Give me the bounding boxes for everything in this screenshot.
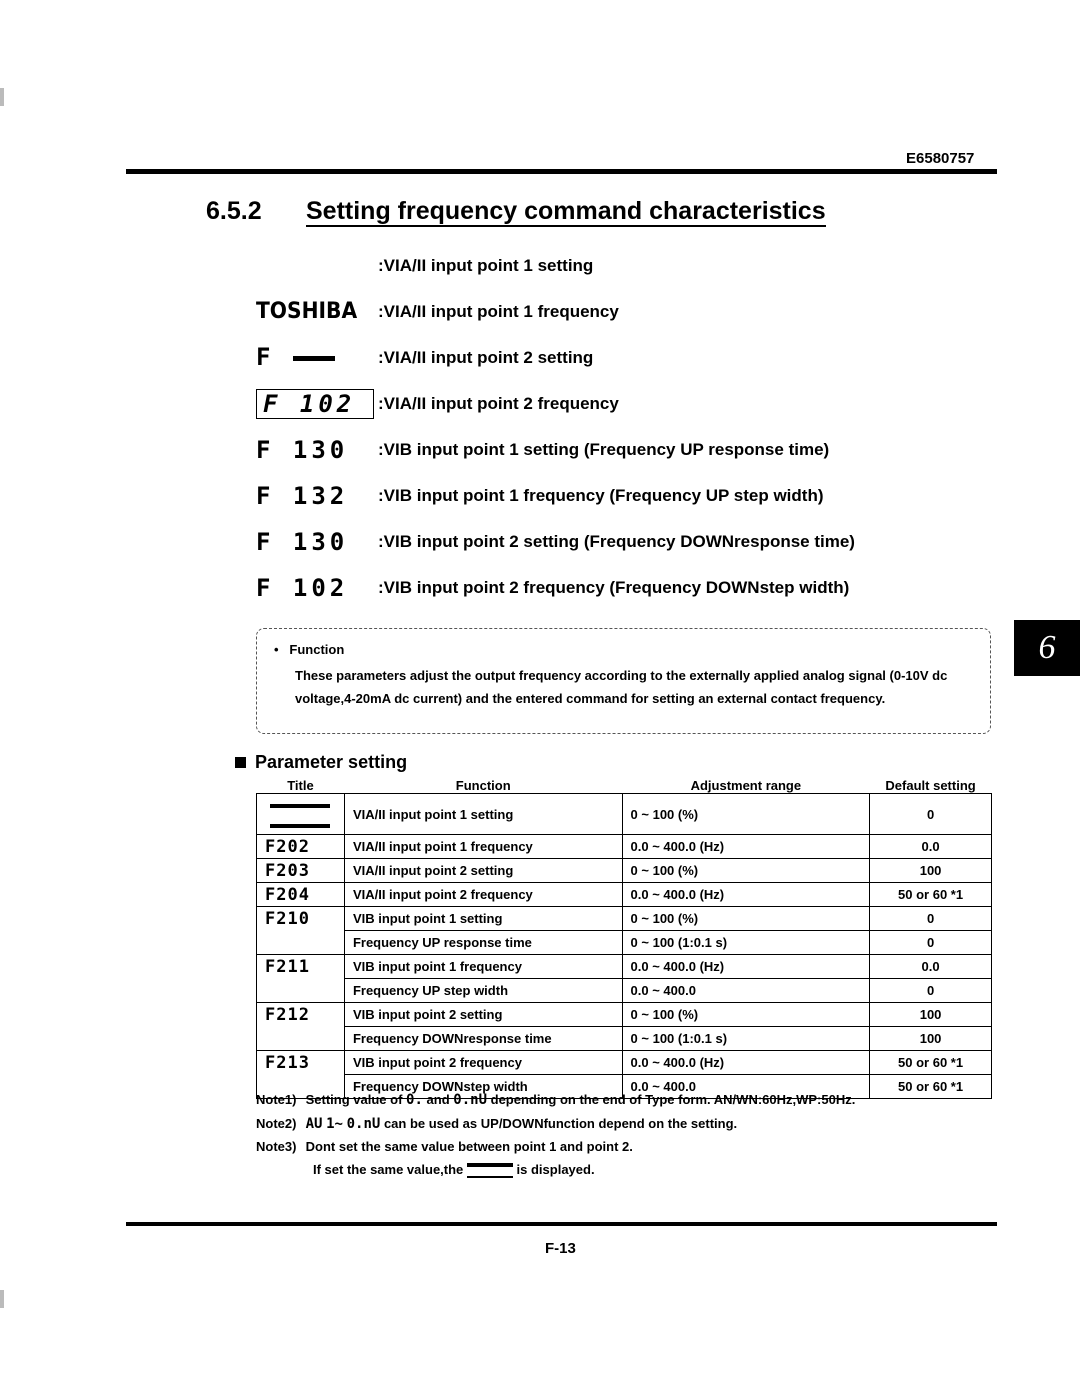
range-cell: 0 ~ 100 (%) [622,794,870,835]
table-row [257,979,992,1003]
range-cell: 0.0 ~ 400.0 (Hz) [622,883,870,907]
note-3: Note3) Dont set the same value between point 1 and point 2. [256,1139,633,1154]
chapter-tab: 6 [1014,620,1080,676]
title-cell: F213 [257,1051,345,1075]
param-code-display: F 102 [256,574,349,602]
title-cell: F204 [257,883,345,907]
function-cell: VIB input point 2 frequency [344,1051,622,1075]
default-cell: 0 [870,931,992,955]
scan-mark [0,88,4,106]
table-row [257,955,992,979]
default-cell: 50 or 60 *1 [870,1075,992,1099]
function-cell: VIB input point 2 setting [344,1003,622,1027]
title-cell: F212 [257,1003,345,1027]
title-cell: F210 [257,907,345,931]
default-cell: 0 [870,794,992,835]
note-3-continued: If set the same value,the is displayed. [313,1162,595,1177]
function-heading: • Function [274,642,345,657]
section-heading: Setting frequency command characteristics [306,197,826,225]
note-2: Note2) AU 1~ 0.nU can be used as UP/DOWNfunction depend on the setting. [256,1116,738,1132]
function-cell: VIB input point 1 frequency [344,955,622,979]
title-cell [257,979,345,1003]
range-cell: 0.0 ~ 400.0 (Hz) [622,1051,870,1075]
document-number: E6580757 [906,150,975,167]
table-row [257,907,992,931]
table-row [257,1051,992,1075]
param-list-item: :VIB input point 1 setting (Frequency UP response time) [378,440,830,459]
note-1: Note1) Setting value of 0. and 0.nU depending on the end of Type form. AN/WN:60Hz,WP:50Hz. [256,1092,856,1108]
range-cell: 0 ~ 100 (%) [622,859,870,883]
default-cell: 0 [870,907,992,931]
function-cell: Frequency DOWNresponse time [344,1027,622,1051]
default-cell: 0.0 [870,835,992,859]
table-row [257,835,992,859]
header-rule [126,169,997,174]
column-header: Adjustment range [622,777,870,794]
default-cell: 50 or 60 *1 [870,1051,992,1075]
default-cell: 100 [870,1003,992,1027]
section-number: 6.5.2 [206,197,262,225]
parameter-setting-heading: Parameter setting [235,752,407,773]
toshiba-logo: TOSHIBA [256,299,358,324]
function-description: These parameters adjust the output frequency according to the externally applied analog signal (0-10V dc voltage,4-20mA dc current) and the entered command for setting an external contact frequency. [295,668,948,706]
param-list-item: :VIB input point 1 frequency (Frequency UP step width) [378,486,824,505]
scan-mark [0,1290,4,1308]
param-code-display: F 130 [256,528,349,556]
footer-rule [126,1222,997,1226]
function-cell: VIA/II input point 1 frequency [344,835,622,859]
section-title [206,197,826,226]
range-cell: 0.0 ~ 400.0 (Hz) [622,835,870,859]
range-cell: 0.0 ~ 400.0 (Hz) [622,955,870,979]
range-cell: 0 ~ 100 (%) [622,1003,870,1027]
param-code-display: F [256,343,335,371]
table-row [257,931,992,955]
function-cell: Frequency DOWNstep width [344,1075,622,1099]
function-cell: VIA/II input point 2 setting [344,859,622,883]
function-cell: VIA/II input point 1 setting [344,794,622,835]
title-cell: F211 [257,955,345,979]
default-cell: 50 or 60 *1 [870,883,992,907]
range-cell: 0.0 ~ 400.0 [622,979,870,1003]
title-cell: F202 [257,835,345,859]
default-cell: 100 [870,1027,992,1051]
param-list-item: :VIB input point 2 setting (Frequency DOWNresponse time) [378,532,855,551]
title-cell [257,1027,345,1051]
param-code-display: F 132 [256,482,349,510]
table-row [257,794,992,835]
default-cell: 0 [870,979,992,1003]
param-code-display: F 102 [256,389,374,419]
function-cell: Frequency UP response time [344,931,622,955]
title-cell: F203 [257,859,345,883]
table-row [257,859,992,883]
column-header: Title [257,777,345,794]
table-row [257,1003,992,1027]
table-row [257,883,992,907]
title-cell [257,794,345,835]
range-cell: 0 ~ 100 (1:0.1 s) [622,931,870,955]
parameter-table [256,777,992,1099]
default-cell: 100 [870,859,992,883]
param-code-display: F 130 [256,436,349,464]
table-header-row [257,777,992,794]
table-row [257,1027,992,1051]
title-cell [257,931,345,955]
param-list-item: :VIA/II input point 2 setting [378,348,594,367]
function-cell: VIB input point 1 setting [344,907,622,931]
range-cell: 0 ~ 100 (%) [622,907,870,931]
range-cell: 0 ~ 100 (1:0.1 s) [622,1027,870,1051]
default-cell: 0.0 [870,955,992,979]
range-cell: 0.0 ~ 400.0 [622,1075,870,1099]
param-list-item: :VIB input point 2 frequency (Frequency DOWNstep width) [378,578,850,597]
function-cell: VIA/II input point 2 frequency [344,883,622,907]
page-number: F-13 [545,1240,576,1257]
column-header: Function [344,777,622,794]
param-list-item: :VIA/II input point 1 frequency [378,302,619,321]
param-list-item: :VIA/II input point 2 frequency [378,394,619,413]
column-header: Default setting [870,777,992,794]
function-cell: Frequency UP step width [344,979,622,1003]
param-list-item: :VIA/II input point 1 setting [378,256,594,275]
